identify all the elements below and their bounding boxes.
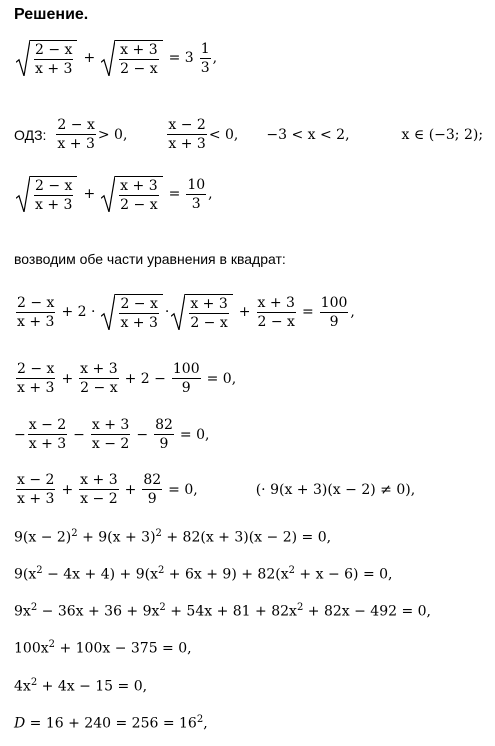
line-12-discriminant: $D = 16 + 240 = 256 = 16^2$, — [14, 714, 208, 732]
equation-3: $\frac{2 - x}{x + 3}$ + 2 · $\frac{2 - x}{x + 3}$ · $\frac{x + 3}{2 - x}$ + $\frac{x + 3}{2 - x}$ = $\frac{100}{9}$ , — [17, 294, 355, 331]
line-8: $9(x^2 - 4x + 4) + 9(x^2 + 6x + 9) + 82(x^2 + x - 6) = 0$, — [14, 565, 393, 583]
line-11: $4x^2 + 4x - 15 = 0$, — [14, 677, 148, 695]
instruction-text: возводим обе части уравнения в квадрат: — [14, 251, 286, 267]
odz-label: ОДЗ: — [14, 126, 47, 143]
equation-2: $\frac{2 - x}{x + 3}$ + $\frac{x + 3}{2 - x}$ = $\frac{10}{3}$ , — [14, 176, 213, 212]
equation-6: $\frac{x - 2}{x + 3}$ + $\frac{x + 3}{x - 2}$ + $\frac{82}{9}$ = 0, (· 9(x + 3)(x − 2) ≠ 0), — [17, 472, 416, 507]
equation-1: $\frac{2 - x}{x + 3}$ + $\frac{x + 3}{2 - x}$ = 3 $\frac{1}{3}$ , — [14, 40, 217, 76]
line-10: $100x^2 + 100x - 375 = 0$, — [14, 639, 192, 657]
line-7: $9(x - 2)^2 + 9(x + 3)^2 + 82(x + 3)(x - 2) = 0$, — [14, 528, 332, 546]
equation-4: $\frac{2 - x}{x + 3}$ + $\frac{x + 3}{2 - x}$ + 2 − $\frac{100}{9}$ = 0, — [17, 361, 237, 396]
multiplier-note: (· 9(x + 3)(x − 2) ≠ 0), — [255, 481, 416, 498]
sqrt-1: $\frac{2 - x}{x + 3}$ — [16, 40, 77, 76]
solution-title: Решение. — [14, 6, 89, 23]
line-9: $9x^2 - 36x + 36 + 9x^2 + 54x + 81 + 82x^2 + 82x - 492 = 0$, — [14, 602, 431, 620]
sqrt-2: $\frac{x + 3}{2 - x}$ — [101, 40, 162, 76]
equation-5: − $\frac{x - 2}{x + 3}$ − $\frac{x + 3}{x - 2}$ − $\frac{82}{9}$ = 0, — [14, 417, 210, 452]
domain-condition: ОДЗ: $\frac{2 - x}{x + 3}$ > 0, $\frac{x - 2}{x + 3}$ < 0, −3 < x < 2, x ∈ (−3; 2); — [14, 117, 484, 152]
